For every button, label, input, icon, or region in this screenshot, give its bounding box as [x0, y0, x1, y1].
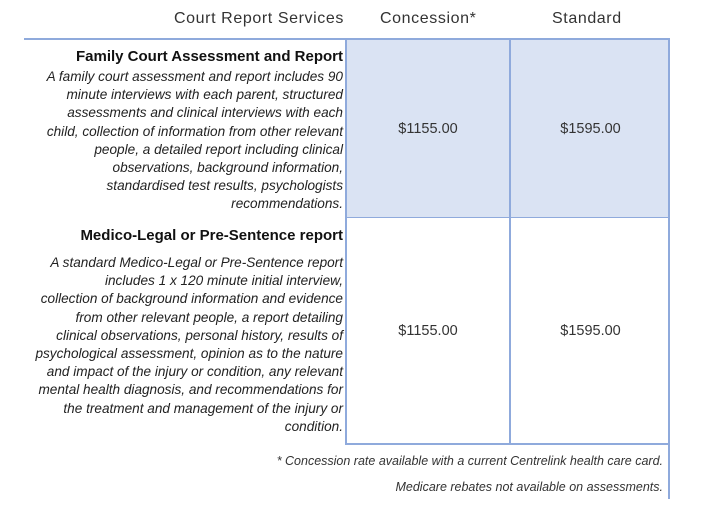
table-row-family-court — [24, 40, 670, 218]
description-line: assessments and clinical interviews with each — [67, 105, 343, 121]
description-line: A standard Medico-Legal or Pre-Sentence report — [50, 255, 343, 270]
column-divider — [509, 38, 511, 445]
description-line: minute interviews with each parent, structured — [66, 87, 343, 103]
table-bottom-border — [345, 443, 670, 445]
concession-footnote: * Concession rate available with a current Centrelink health care card. — [276, 454, 663, 468]
standard-price-cell — [511, 218, 670, 444]
description-line: collection of background information and evidence — [40, 291, 343, 307]
description-line: standardised test results, psychologists — [106, 178, 343, 194]
description-line: includes 1 x 120 minute initial interview, — [104, 273, 343, 289]
description-line: from other relevant people, a report detailing — [75, 309, 343, 325]
standard-price: $1595.00 — [560, 121, 621, 137]
table-row-medico-legal — [24, 218, 670, 444]
description-line: A family court assessment and report includes 90 — [46, 69, 343, 84]
description-line: people, a detailed report including clinical — [94, 141, 343, 157]
description-line: observations, background information, — [112, 160, 343, 176]
column-divider — [668, 38, 670, 445]
service-title: Family Court Assessment and Report — [75, 48, 343, 65]
service-description — [24, 68, 343, 214]
concession-price-cell — [347, 40, 509, 218]
concession-price: $1155.00 — [398, 121, 458, 137]
description-line: child, collection of information from other relevant — [46, 123, 343, 139]
standard-price: $1595.00 — [560, 323, 621, 339]
standard-price-cell — [511, 40, 670, 218]
description-line: clinical observations, personal history, results of — [56, 327, 343, 343]
column-header-services: Court Report Services — [174, 10, 344, 27]
description-line: recommendations. — [231, 196, 343, 212]
description-line: the treatment and management of the injury or — [63, 400, 343, 416]
service-title: Medico-Legal or Pre-Sentence report — [80, 227, 343, 244]
column-header-concession: Concession* — [380, 10, 477, 27]
column-header-standard: Standard — [552, 10, 622, 27]
column-divider — [345, 38, 347, 445]
notes-border — [668, 445, 670, 499]
service-description-cell — [24, 218, 345, 444]
description-line: mental health diagnosis, and recommendations for — [38, 382, 343, 398]
concession-price-cell — [347, 218, 509, 444]
pricing-table — [24, 38, 670, 445]
service-description-cell — [24, 40, 345, 218]
description-line: psychological assessment, opinion as to the nature — [35, 346, 343, 362]
concession-price: $1155.00 — [398, 323, 458, 339]
description-line: condition. — [284, 418, 343, 434]
row-divider — [345, 217, 670, 218]
service-description — [24, 254, 343, 436]
description-line: and impact of the injury or condition, any relevant — [46, 364, 343, 380]
medicare-footnote: Medicare rebates not available on assessments. — [395, 480, 663, 494]
